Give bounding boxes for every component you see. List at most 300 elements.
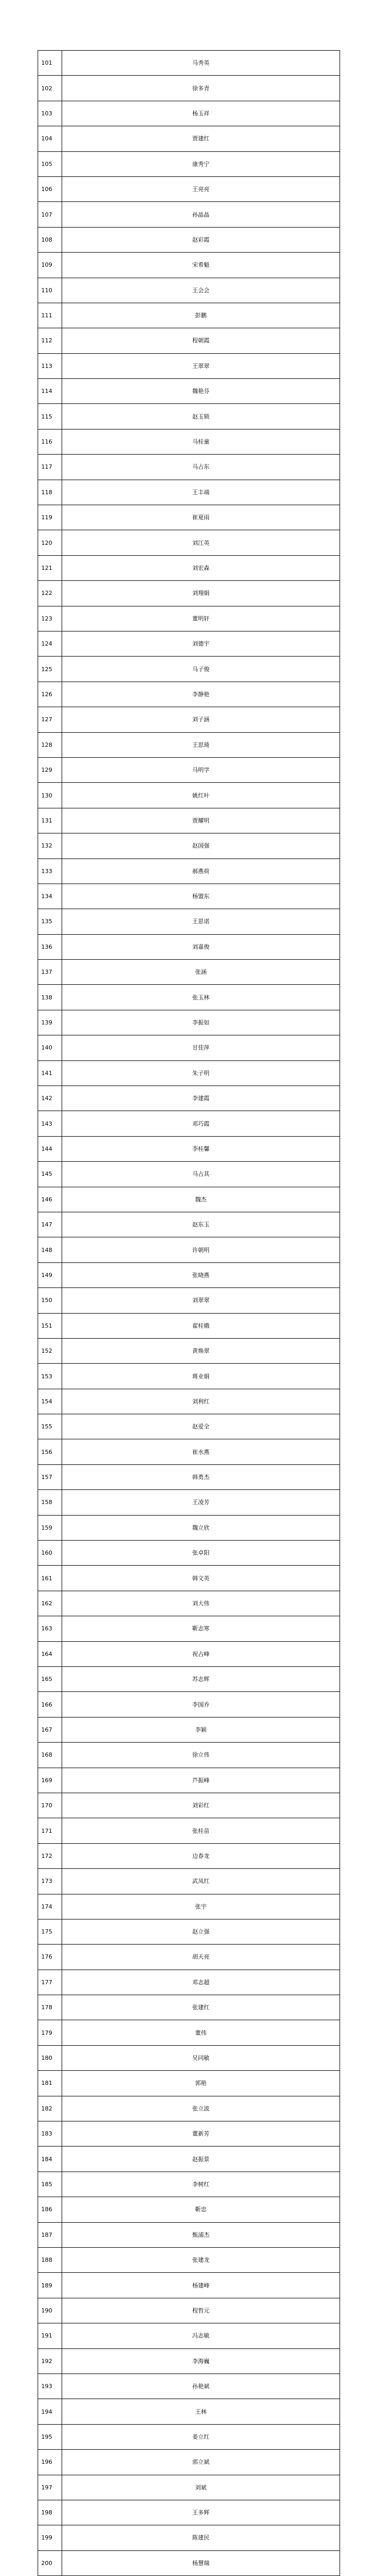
table-row [38, 1136, 340, 1161]
row-number: 167 [38, 1717, 62, 1742]
person-name: 刘子涵 [62, 707, 340, 732]
person-name: 杨玉祥 [62, 101, 340, 126]
person-name: 马桂童 [62, 429, 340, 454]
person-name: 蒋业娟 [62, 1364, 340, 1389]
table-row [38, 303, 340, 328]
person-name: 刘江英 [62, 530, 340, 555]
table-row [38, 1919, 340, 1944]
person-name: 邓巧霞 [62, 1111, 340, 1136]
row-number: 133 [38, 858, 62, 884]
row-number: 117 [38, 455, 62, 480]
row-number: 152 [38, 1338, 62, 1363]
row-number: 162 [38, 1591, 62, 1616]
row-number: 119 [38, 505, 62, 530]
table-row [38, 1995, 340, 2020]
table-row [38, 555, 340, 580]
table-row [38, 1490, 340, 1515]
table-row [38, 934, 340, 959]
person-name: 刘宏森 [62, 555, 340, 580]
table-row [38, 1843, 340, 1868]
row-number: 199 [38, 2525, 62, 2550]
table-row [38, 2550, 340, 2575]
table-row [38, 76, 340, 101]
row-number: 180 [38, 2045, 62, 2070]
person-name: 许朝明 [62, 1237, 340, 1262]
table-row [38, 884, 340, 909]
row-number: 121 [38, 555, 62, 580]
person-name: 马明学 [62, 757, 340, 782]
row-number: 149 [38, 1262, 62, 1287]
person-name: 王思琦 [62, 732, 340, 757]
person-name: 刘德宇 [62, 631, 340, 656]
row-number: 135 [38, 909, 62, 934]
table-row [38, 1313, 340, 1338]
table-row [38, 1945, 340, 1970]
table-row [38, 2222, 340, 2247]
person-name: 王翠翠 [62, 353, 340, 378]
person-name: 宋希魁 [62, 253, 340, 278]
person-name: 张立波 [62, 2096, 340, 2121]
table-row [38, 2273, 340, 2298]
table-row [38, 1237, 340, 1262]
table-row [38, 1667, 340, 1692]
person-name: 董明轩 [62, 606, 340, 631]
row-number: 130 [38, 783, 62, 808]
person-name: 冯志敏 [62, 2323, 340, 2348]
table-row [38, 2247, 340, 2272]
table-row [38, 1338, 340, 1363]
row-number: 153 [38, 1364, 62, 1389]
row-number: 191 [38, 2323, 62, 2348]
row-number: 181 [38, 2071, 62, 2096]
table-row [38, 2071, 340, 2096]
person-name: 刘大伟 [62, 1591, 340, 1616]
person-name: 刘利红 [62, 1389, 340, 1414]
table-row [38, 1288, 340, 1313]
row-number: 140 [38, 1035, 62, 1060]
person-name: 祝占峰 [62, 1641, 340, 1666]
row-number: 124 [38, 631, 62, 656]
table-row [38, 1970, 340, 1995]
table-row [38, 783, 340, 808]
person-name: 张桂苗 [62, 1818, 340, 1843]
table-row [38, 505, 340, 530]
person-name: 王会会 [62, 278, 340, 303]
person-name: 马子俊 [62, 657, 340, 682]
table-row [38, 1035, 340, 1060]
row-number: 108 [38, 227, 62, 252]
row-number: 156 [38, 1439, 62, 1464]
table-row [38, 1818, 340, 1843]
person-name: 王丰端 [62, 480, 340, 505]
row-number: 141 [38, 1060, 62, 1086]
person-name: 芦振峰 [62, 1768, 340, 1793]
table-row [38, 2323, 340, 2348]
person-name: 马占东 [62, 455, 340, 480]
table-row [38, 2500, 340, 2525]
table-row [38, 151, 340, 176]
person-name: 贾耀明 [62, 808, 340, 833]
person-name: 刘彩红 [62, 1793, 340, 1818]
table-row [38, 404, 340, 429]
row-number: 128 [38, 732, 62, 757]
table-row [38, 707, 340, 732]
row-number: 184 [38, 2146, 62, 2172]
person-name: 韩文英 [62, 1566, 340, 1591]
person-name: 李建霞 [62, 1086, 340, 1111]
row-number: 160 [38, 1541, 62, 1566]
person-name: 董新芳 [62, 2121, 340, 2146]
person-name: 张玉林 [62, 985, 340, 1010]
person-name: 赵彩霞 [62, 227, 340, 252]
person-name: 靳志寒 [62, 1616, 340, 1641]
person-name: 朱子明 [62, 1060, 340, 1086]
row-number: 110 [38, 278, 62, 303]
table-row [38, 833, 340, 858]
person-name: 刘斌 [62, 2475, 340, 2500]
row-number: 115 [38, 404, 62, 429]
row-number: 159 [38, 1515, 62, 1540]
person-name: 边春龙 [62, 1843, 340, 1868]
person-name: 徐多青 [62, 76, 340, 101]
person-name: 王林 [62, 2399, 340, 2424]
person-name: 姜立红 [62, 2424, 340, 2449]
table-row [38, 1692, 340, 1717]
person-name: 李海巍 [62, 2348, 340, 2374]
row-number: 103 [38, 101, 62, 126]
table-row [38, 328, 340, 353]
table-row [38, 1111, 340, 1136]
row-number: 144 [38, 1136, 62, 1161]
table-row [38, 1515, 340, 1540]
row-number: 157 [38, 1464, 62, 1489]
person-name: 孙艳斌 [62, 2374, 340, 2399]
person-name: 张涵 [62, 960, 340, 985]
person-name: 赵振景 [62, 2146, 340, 2172]
row-number: 189 [38, 2273, 62, 2298]
table-row [38, 1010, 340, 1035]
table-row [38, 202, 340, 227]
row-number: 158 [38, 1490, 62, 1515]
row-number: 125 [38, 657, 62, 682]
table-row [38, 379, 340, 404]
table-row [38, 1641, 340, 1666]
row-number: 102 [38, 76, 62, 101]
table-row [38, 2045, 340, 2070]
table-row [38, 1262, 340, 1287]
row-number: 111 [38, 303, 62, 328]
row-number: 182 [38, 2096, 62, 2121]
roster-body [38, 51, 340, 2576]
table-row [38, 1086, 340, 1111]
person-name: 刘嘉俊 [62, 934, 340, 959]
table-row [38, 101, 340, 126]
table-row [38, 2374, 340, 2399]
table-row [38, 2096, 340, 2121]
person-name: 赵爱全 [62, 1414, 340, 1439]
row-number: 186 [38, 2197, 62, 2222]
row-number: 198 [38, 2500, 62, 2525]
person-name: 马占其 [62, 1162, 340, 1187]
row-number: 155 [38, 1414, 62, 1439]
person-name: 徐立伟 [62, 1743, 340, 1768]
table-row [38, 1162, 340, 1187]
table-row [38, 1187, 340, 1212]
table-row [38, 2525, 340, 2550]
row-number: 139 [38, 1010, 62, 1035]
row-number: 112 [38, 328, 62, 353]
person-name: 陈建民 [62, 2525, 340, 2550]
row-number: 176 [38, 1945, 62, 1970]
row-number: 166 [38, 1692, 62, 1717]
row-number: 131 [38, 808, 62, 833]
person-name: 张晓燕 [62, 1262, 340, 1287]
table-row [38, 1464, 340, 1489]
table-row [38, 253, 340, 278]
person-name: 杨慧瑞 [62, 2550, 340, 2575]
person-name: 李树红 [62, 2172, 340, 2197]
row-number: 136 [38, 934, 62, 959]
person-name: 苏志辉 [62, 1667, 340, 1692]
person-name: 魏杰 [62, 1187, 340, 1212]
table-row [38, 2146, 340, 2172]
table-row [38, 530, 340, 555]
person-name: 康秀宁 [62, 151, 340, 176]
person-name: 黄焕翠 [62, 1338, 340, 1363]
table-row [38, 1541, 340, 1566]
row-number: 151 [38, 1313, 62, 1338]
person-name: 胡天亮 [62, 1945, 340, 1970]
row-number: 109 [38, 253, 62, 278]
row-number: 113 [38, 353, 62, 378]
table-row [38, 757, 340, 782]
row-number: 145 [38, 1162, 62, 1187]
row-number: 178 [38, 1995, 62, 2020]
table-row [38, 278, 340, 303]
table-row [38, 1566, 340, 1591]
row-number: 194 [38, 2399, 62, 2424]
row-number: 175 [38, 1919, 62, 1944]
row-number: 137 [38, 960, 62, 985]
row-number: 148 [38, 1237, 62, 1262]
row-number: 138 [38, 985, 62, 1010]
row-number: 196 [38, 2450, 62, 2475]
row-number: 195 [38, 2424, 62, 2449]
row-number: 126 [38, 682, 62, 707]
row-number: 188 [38, 2247, 62, 2272]
table-row [38, 227, 340, 252]
row-number: 165 [38, 1667, 62, 1692]
person-name: 韩勇杰 [62, 1464, 340, 1489]
row-number: 132 [38, 833, 62, 858]
table-row [38, 1743, 340, 1768]
row-number: 142 [38, 1086, 62, 1111]
table-row [38, 2121, 340, 2146]
person-name: 翟桂娥 [62, 1313, 340, 1338]
table-row [38, 455, 340, 480]
person-name: 刘翔娟 [62, 581, 340, 606]
person-name: 王凌芳 [62, 1490, 340, 1515]
row-number: 146 [38, 1187, 62, 1212]
row-number: 185 [38, 2172, 62, 2197]
table-row [38, 1869, 340, 1894]
row-number: 134 [38, 884, 62, 909]
table-row [38, 1894, 340, 1919]
person-name: 武凤红 [62, 1869, 340, 1894]
person-name: 张建红 [62, 1995, 340, 2020]
table-row [38, 1414, 340, 1439]
table-row [38, 657, 340, 682]
table-row [38, 985, 340, 1010]
person-name: 李静艳 [62, 682, 340, 707]
table-row [38, 429, 340, 454]
person-name: 赵东玉 [62, 1212, 340, 1237]
row-number: 150 [38, 1288, 62, 1313]
person-name: 郭艳 [62, 2071, 340, 2096]
table-row [38, 126, 340, 151]
person-name: 崔夏雨 [62, 505, 340, 530]
row-number: 123 [38, 606, 62, 631]
person-name: 郭立斌 [62, 2450, 340, 2475]
table-row [38, 1591, 340, 1616]
table-row [38, 1768, 340, 1793]
row-number: 193 [38, 2374, 62, 2399]
person-name: 杨建峰 [62, 2273, 340, 2298]
row-number: 177 [38, 1970, 62, 1995]
person-name: 甘佳萍 [62, 1035, 340, 1060]
table-row [38, 909, 340, 934]
person-name: 赵国强 [62, 833, 340, 858]
table-row [38, 353, 340, 378]
person-name: 魏艳芬 [62, 379, 340, 404]
table-row [38, 2298, 340, 2323]
row-number: 106 [38, 176, 62, 201]
person-name: 李颖 [62, 1717, 340, 1742]
person-name: 张宇 [62, 1894, 340, 1919]
person-name: 王亮亮 [62, 176, 340, 201]
row-number: 183 [38, 2121, 62, 2146]
person-name: 程哲元 [62, 2298, 340, 2323]
person-name: 邓志超 [62, 1970, 340, 1995]
table-row [38, 858, 340, 884]
table-row [38, 1060, 340, 1086]
person-name: 董伟 [62, 2020, 340, 2045]
person-name: 王多辉 [62, 2500, 340, 2525]
table-row [38, 1717, 340, 1742]
person-name: 张卓阳 [62, 1541, 340, 1566]
person-name: 程朝霞 [62, 328, 340, 353]
person-name: 贾建红 [62, 126, 340, 151]
table-row [38, 2348, 340, 2374]
person-name: 张建龙 [62, 2247, 340, 2272]
person-name: 马秀英 [62, 51, 340, 76]
person-name: 赵玉锁 [62, 404, 340, 429]
table-row [38, 1793, 340, 1818]
row-number: 147 [38, 1212, 62, 1237]
row-number: 104 [38, 126, 62, 151]
table-row [38, 2475, 340, 2500]
row-number: 164 [38, 1641, 62, 1666]
person-name: 孙晶晶 [62, 202, 340, 227]
row-number: 169 [38, 1768, 62, 1793]
table-row [38, 960, 340, 985]
table-row [38, 808, 340, 833]
person-name: 王思诺 [62, 909, 340, 934]
row-number: 190 [38, 2298, 62, 2323]
row-number: 163 [38, 1616, 62, 1641]
row-number: 120 [38, 530, 62, 555]
person-name: 靳忠 [62, 2197, 340, 2222]
row-number: 173 [38, 1869, 62, 1894]
table-row [38, 2197, 340, 2222]
row-number: 172 [38, 1843, 62, 1868]
row-number: 171 [38, 1818, 62, 1843]
person-name: 甄浦杰 [62, 2222, 340, 2247]
row-number: 197 [38, 2475, 62, 2500]
person-name: 吴同敏 [62, 2045, 340, 2070]
row-number: 129 [38, 757, 62, 782]
row-number: 174 [38, 1894, 62, 1919]
row-number: 105 [38, 151, 62, 176]
row-number: 161 [38, 1566, 62, 1591]
person-name: 郝燕荷 [62, 858, 340, 884]
row-number: 127 [38, 707, 62, 732]
row-number: 114 [38, 379, 62, 404]
table-row [38, 581, 340, 606]
table-row [38, 1616, 340, 1641]
person-name: 崔水燕 [62, 1439, 340, 1464]
table-row [38, 2424, 340, 2449]
table-row [38, 631, 340, 656]
table-row [38, 2450, 340, 2475]
table-row [38, 1212, 340, 1237]
person-name: 彭鹏 [62, 303, 340, 328]
row-number: 170 [38, 1793, 62, 1818]
table-row [38, 480, 340, 505]
row-number: 192 [38, 2348, 62, 2374]
person-name: 李振如 [62, 1010, 340, 1035]
table-row [38, 176, 340, 201]
person-name: 李桂馨 [62, 1136, 340, 1161]
row-number: 107 [38, 202, 62, 227]
table-row [38, 1389, 340, 1414]
row-number: 116 [38, 429, 62, 454]
table-row [38, 1364, 340, 1389]
person-name: 姚红叶 [62, 783, 340, 808]
table-row [38, 2020, 340, 2045]
row-number: 187 [38, 2222, 62, 2247]
row-number: 118 [38, 480, 62, 505]
row-number: 101 [38, 51, 62, 76]
person-name: 魏立欣 [62, 1515, 340, 1540]
row-number: 200 [38, 2550, 62, 2575]
row-number: 122 [38, 581, 62, 606]
roster-table [38, 50, 340, 2576]
row-number: 154 [38, 1389, 62, 1414]
row-number: 179 [38, 2020, 62, 2045]
table-row [38, 1439, 340, 1464]
table-row [38, 682, 340, 707]
row-number: 168 [38, 1743, 62, 1768]
table-row [38, 51, 340, 76]
table-row [38, 732, 340, 757]
person-name: 刘翠翠 [62, 1288, 340, 1313]
person-name: 李国乔 [62, 1692, 340, 1717]
person-name: 赵立强 [62, 1919, 340, 1944]
person-name: 杨盟东 [62, 884, 340, 909]
table-row [38, 2172, 340, 2197]
table-row [38, 2399, 340, 2424]
